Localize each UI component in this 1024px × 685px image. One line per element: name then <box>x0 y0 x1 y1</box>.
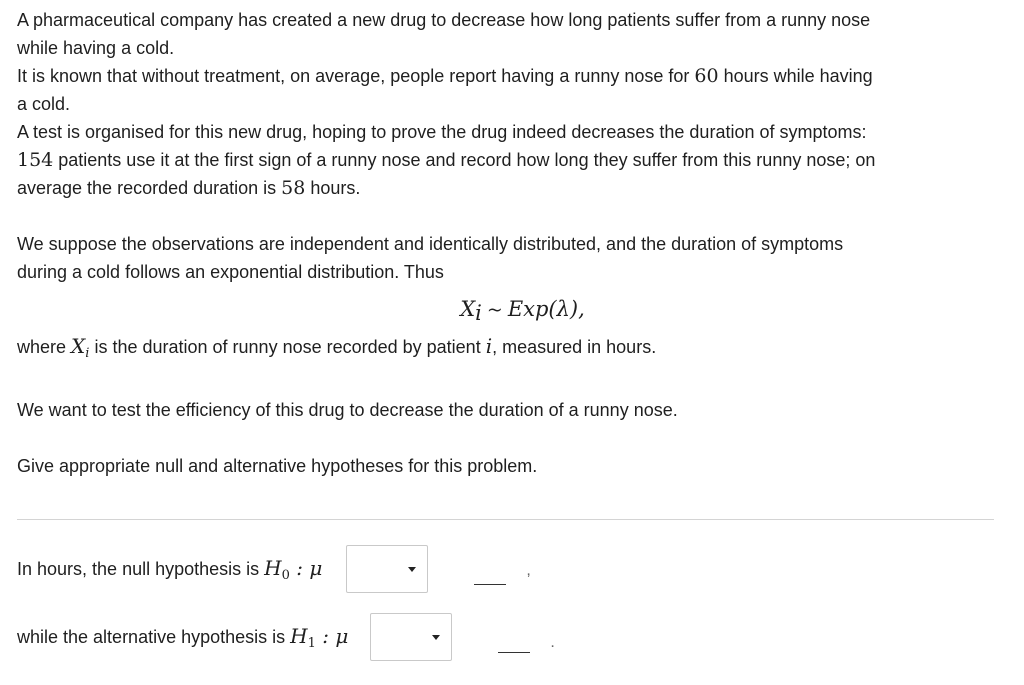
where-pre: where <box>17 337 72 357</box>
where-mid: is the duration of runny nose recorded by patient <box>89 337 486 357</box>
null-h: H <box>264 555 282 580</box>
null-relation-dropdown[interactable] <box>346 545 428 593</box>
baseline-text-pre: It is known that without treatment, on average, people report having a runny nose for <box>17 66 695 86</box>
assumption-line-1: We suppose the observations are independent and identically distributed, and the duration of symptoms <box>17 234 844 254</box>
alt-h: H <box>290 623 308 648</box>
alt-colon-mu: : μ <box>315 623 349 648</box>
baseline-line-2: a cold. <box>17 94 71 114</box>
where-i: i <box>485 334 493 358</box>
formula-sub: i <box>475 301 482 325</box>
baseline-text-post: hours while having <box>718 66 873 86</box>
baseline-hours-value: 60 <box>694 65 719 87</box>
null-trailing-comma: , <box>526 562 531 579</box>
formula-tilde: ~ <box>486 299 503 321</box>
average-duration-value: 58 <box>281 177 306 199</box>
null-h-sub: 0 <box>281 567 290 583</box>
where-post: , measured in hours. <box>492 337 657 357</box>
formula-var: X <box>460 297 476 321</box>
test-line-1: A test is organised for this new drug, hoping to prove the drug indeed decreases the duration of symptoms: <box>17 122 867 142</box>
null-colon-mu: : μ <box>289 555 323 580</box>
test-line-2 <box>17 146 1002 174</box>
null-label-text: In hours, the null hypothesis is <box>17 558 265 579</box>
intro-line-1: A pharmaceutical company has created a new drug to decrease how long patients suffer from a runny nose <box>17 10 871 30</box>
where-sub: i <box>85 346 90 361</box>
test-line-3-post: hours. <box>305 178 361 198</box>
alt-value-input[interactable] <box>498 651 530 653</box>
assumption-line-2: during a cold follows an exponential distribution. Thus <box>17 262 444 282</box>
alt-hypothesis-row <box>17 612 555 662</box>
baseline-line-1 <box>17 62 1002 90</box>
caret-down-icon <box>432 635 440 640</box>
alt-relation-dropdown[interactable] <box>370 613 452 661</box>
goal-line: We want to test the efficiency of this drug to decrease the duration of a runny nose. <box>17 400 678 420</box>
where-var: X <box>71 334 86 358</box>
null-hypothesis-label <box>17 556 322 583</box>
null-hypothesis-row <box>17 544 531 594</box>
formula-dist: Exp(λ), <box>507 297 585 321</box>
test-line-3 <box>17 174 1002 202</box>
where-line <box>17 332 1002 368</box>
test-line-2-text: patients use it at the first sign of a runny nose and record how long they suffer from this runny nose; on <box>53 150 876 170</box>
alt-hypothesis-label <box>17 624 348 651</box>
section-divider <box>17 519 994 520</box>
question-body <box>17 6 1002 480</box>
alt-label-text: while the alternative hypothesis is <box>17 626 291 647</box>
null-value-input[interactable] <box>474 583 506 585</box>
intro-line-2: while having a cold. <box>17 38 175 58</box>
test-line-3-pre: average the recorded duration is <box>17 178 282 198</box>
caret-down-icon <box>408 567 416 572</box>
alt-trailing-period: . <box>550 634 555 651</box>
task-line: Give appropriate null and alternative hypotheses for this problem. <box>17 456 538 476</box>
alt-h-sub: 1 <box>307 635 316 651</box>
distribution-formula <box>17 286 1002 332</box>
patient-count-value: 154 <box>17 149 54 171</box>
